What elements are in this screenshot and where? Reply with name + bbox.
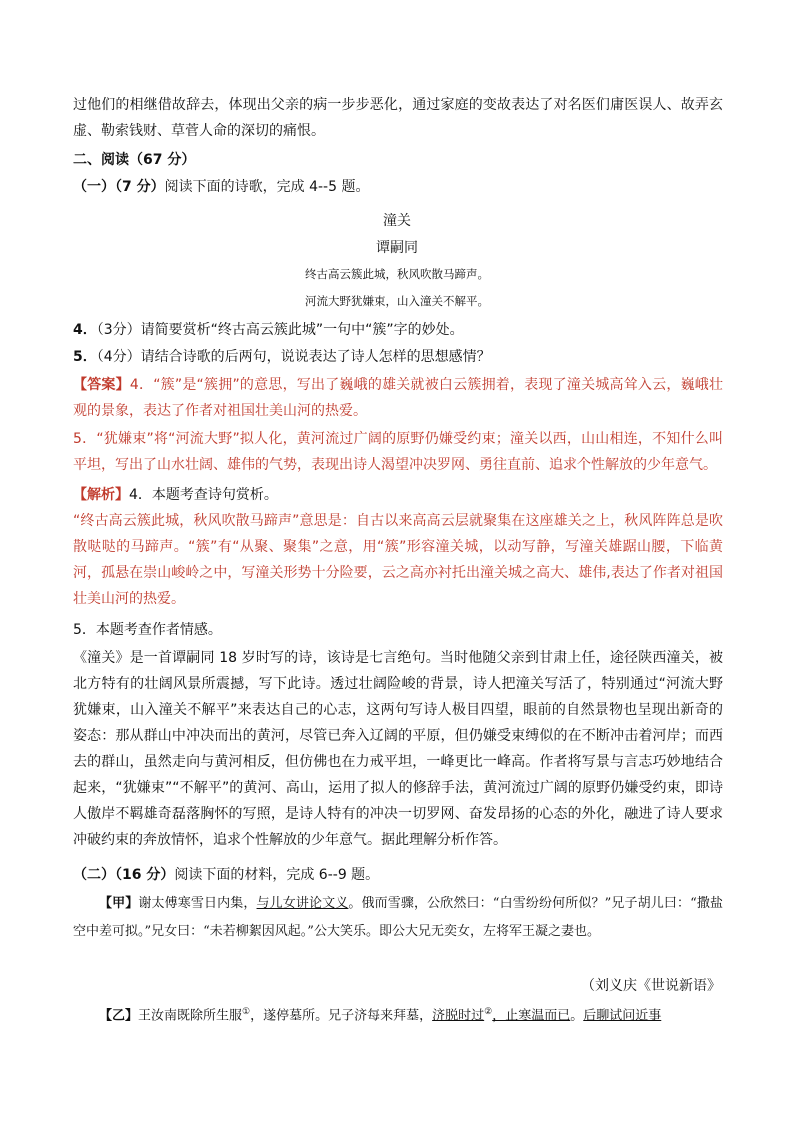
- part1-heading: [73, 174, 723, 200]
- question-5-text: （4分）请结合诗歌的后两句，说说表达了诗人怎样的思想感情？: [96, 349, 491, 365]
- passage-jia-underlined: 与儿女讲论文义: [256, 896, 349, 911]
- poem-title: 潼关: [383, 213, 411, 229]
- analysis-4-head-text: 4．本题考查诗句赏析。: [129, 487, 278, 503]
- passage-jia-text-2: 。俄而雪骤，公欣然曰：“白雪纷纷何所似？”兄子胡儿曰：“撒盐空中差可拟。”兄女曰：“未若柳絮因风起。”公大笑乐。即公大兄无奕女，左将军王凝之妻也。: [73, 896, 723, 939]
- analysis-label: 【解析】: [73, 487, 129, 503]
- passage-yi-text-3: 。: [570, 1008, 584, 1024]
- poem-line-2: 河流大野犹嫌束，山入潼关不解平。: [305, 294, 489, 308]
- poem-line-1: 终古高云簇此城，秋风吹散马蹄声。: [305, 267, 489, 281]
- answer-label: 【答案】: [73, 377, 130, 393]
- footnote-1: ①: [242, 1007, 251, 1017]
- question-5-number: 5．: [73, 349, 97, 365]
- section-heading: 二、阅读（67 分）: [73, 152, 196, 168]
- question-4-text: （3分）请简要赏析“终古高云簇此城”一句中“簇”字的妙处。: [96, 322, 464, 338]
- question-4-number: 4．: [73, 322, 97, 338]
- poem-author: 谭嗣同: [376, 240, 418, 256]
- part2-heading-score: （二）（16 分）: [73, 867, 175, 883]
- intro-text: 过他们的相继借故辞去，体现出父亲的病一步步恶化，通过家庭的变故表达了对名医们庸医误人、故弄玄虚、勒索钱财、草菅人命的深切的痛恨。: [73, 97, 723, 139]
- analysis-5-body: 《潼关》是一首谭嗣同 18 岁时写的诗，该诗是七言绝句。当时他随父亲到甘肃上任，途径陕西潼关，被北方特有的壮阔风景所震撼，写下此诗。透过壮阔险峻的背景，诗人把潼关写活了，特别通过“河流大野犹嫌束，山入潼关不解平”来表达自己的心志，这两句写诗人极目四望，眼前的自然景物也呈现出新奇的姿态：那从群山中冲决而出的黄河，尽管已奔入辽阔的平原，但仍嫌受束缚似的在不断冲击着河岸；而西去的群山，虽然走向与黄河相反，但仿佛也在力戒平坦，一峰更比一峰高。作者将写景与言志巧妙地结合起来，“犹嫌束”“不解平”的黄河、高山，运用了拟人的修辞手法，黄河流过广阔的原野仍嫌受约束，即诗人傲岸不羁雄奇磊落胸怀的写照，是诗人特有的冲决一切罗网、奋发昂扬的心态的外化，融进了诗人要求冲破约束的奔放情怀，追求个性解放的少年意气。据此理解分析作答。: [73, 650, 723, 848]
- passage-jia-source: （刘义庆《世说新语》: [581, 978, 721, 994]
- intro-paragraph: [73, 92, 723, 144]
- passage-jia: [73, 890, 723, 946]
- analysis-5-head: 5．本题考查作者情感。: [73, 622, 222, 638]
- answer-4-text: 4．“簇”是“簇拥”的意思，写出了巍峨的雄关就被白云簇拥着，表现了潼关城高耸入云，巍峨壮观的景象，表达了作者对祖国壮美山河的热爱。: [73, 377, 723, 419]
- passage-yi: [73, 998, 723, 1030]
- passage-yi-text-2: ，遂停墓所。兄子济每来拜墓，: [250, 1008, 433, 1024]
- part2-heading: [73, 862, 723, 888]
- question-4: [73, 317, 723, 343]
- answer-4: [73, 372, 723, 424]
- passage-yi-text-1: 王汝南既除所生服: [138, 1008, 243, 1024]
- passage-yi-underlined-1b: ，止寒温而已: [492, 1008, 571, 1024]
- part2-heading-text: 阅读下面的材料，完成 6--9 题。: [174, 867, 380, 883]
- part1-heading-text: 阅读下面的诗歌，完成 4--5 题。: [164, 179, 370, 195]
- question-5: [73, 344, 723, 370]
- analysis-4-head: [73, 482, 723, 508]
- footnote-2: ②: [484, 1007, 493, 1017]
- analysis-4-body-text: “终古高云簇此城，秋风吹散马蹄声”意思是：自古以来高高云层就聚集在这座雄关之上，秋风阵阵总是吹散哒哒的马蹄声。“簇”有“从聚、聚集”之意，用“簇”形容潼关城，以动写静，写潼关雄踞山腰，下临黄河，孤悬在崇山峻岭之中，写潼关形势十分险要，云之高亦衬托出潼关城之高大、雄伟,表达了作者对祖国壮美山河的热爱。: [73, 513, 723, 607]
- answer-5: 5．“犹嫌束”将“河流大野”拟人化，黄河流过广阔的原野仍嫌受约束；潼关以西，山山相连，不知什么叫平坦，写出了山水壮阔、雄伟的气势，表现出诗人渴望冲决罗网、勇往直前、追求个性解放的少年意气。: [73, 431, 723, 473]
- passage-yi-underlined-2: 后聊试问近事: [583, 1008, 662, 1024]
- passage-yi-label: 【乙】: [99, 1008, 139, 1024]
- passage-jia-label: 【甲】: [99, 896, 139, 911]
- analysis-4-body: [73, 508, 723, 612]
- passage-yi-underlined-1: 济脱时过: [432, 1008, 485, 1024]
- passage-jia-text-1: 谢太傅寒雪日内集，: [138, 896, 257, 911]
- part1-heading-score: （一）（7 分）: [73, 179, 165, 195]
